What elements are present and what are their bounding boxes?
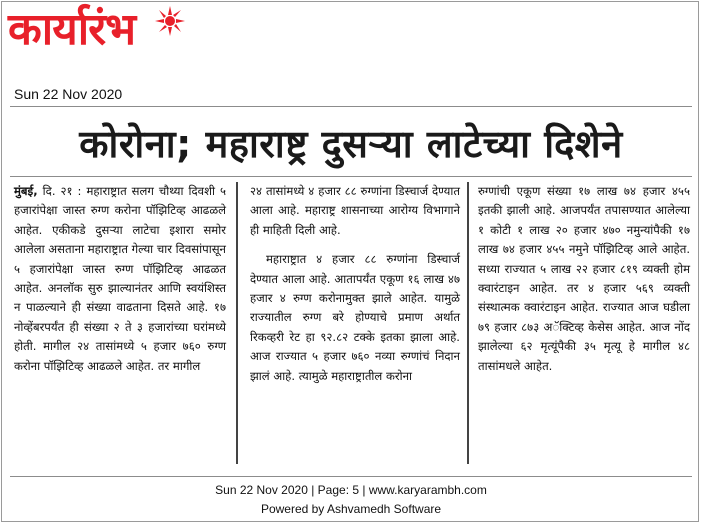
divider-headline: [10, 176, 692, 177]
column-3-paragraph-1: रुग्णांची एकूण संख्या १७ लाख ७४ हजार ४५५ इतकी झाली आहे. आजपर्यंत तपासण्यात आलेल्या १ कोटी १ लाख २० हजार ४७० नमुन्यांपैकी १७ लाख ७४ हजार ४५५ नमुने पॉझिटिव्ह आले आहेत. सध्या राज्यात ५ लाख २२ हजार ८१९ व्यक्ती होम क्वारंटाइन आहेत. तर ४ हजार ५६९ व्यक्ती संस्थात्मक क्वारंटाइन आहेत. राज्यात आज घडीला ७९ हजार ८७३ अॅक्टिव्ह केसेस आहेत. आज नोंद झालेल्या ६२ मृत्यूंपैकी ३५ मृत्यू हे मागील ४८ तासांमधले आहेत.: [478, 184, 690, 373]
sun-emblem-icon: [153, 4, 187, 38]
article-headline: कोरोना; महाराष्ट्र दुसऱ्या लाटेच्या दिशेने: [79, 122, 623, 166]
footer-page-info[interactable]: Sun 22 Nov 2020 | Page: 5 | www.karyarambh.com: [215, 483, 487, 497]
divider-top: [10, 106, 692, 107]
newspaper-logo[interactable]: कार्यारंभ: [8, 4, 136, 55]
article-column-3: [478, 182, 690, 386]
divider-bottom: [10, 476, 692, 477]
article-column-2: [250, 182, 460, 396]
column-2-paragraph-1: २४ तासांमध्ये ४ हजार ८८ रुग्णांना डिस्चार्ज देण्यात आला आहे. महाराष्ट्र शासनाच्या आरोग्य विभागाने ही माहिती दिली आहे.: [250, 184, 460, 237]
masthead: [8, 4, 308, 84]
edition-date: Sun 22 Nov 2020: [14, 86, 123, 102]
column-separator-2: [467, 182, 469, 464]
column-separator-1: [236, 182, 238, 464]
dateline: मुंबई,: [14, 184, 38, 198]
footer-powered-by: Powered by Ashvamedh Software: [260, 502, 442, 516]
column-2-paragraph-2: महाराष्ट्रात ४ हजार ८८ रुग्णांना डिस्चार्ज देण्यात आला आहे. आतापर्यंत एकूण १६ लाख ४७ हजार ४ रुग्ण करोनामुक्त झाले आहेत. यामुळे राज्यातील रुग्ण बरे होण्याचे प्रमाण अर्थात रिकव्हरी रेट हा ९२.८२ टक्के इतका झाला आहे. आज राज्यात ५ हजार ७६० नव्या रुग्णांचं निदान झालं आहे. त्यामुळे महाराष्ट्रातील करोना: [250, 252, 460, 383]
column-1-text: दि. २१ : महाराष्ट्रात सलग चौथ्या दिवशी ५ हजारांपेक्षा जास्त रुग्ण करोना पॉझिटिव्ह आढळले आहेत. एकीकडे दुसऱ्या लाटेचा इशारा समोर आलेला असताना महाराष्ट्रात गेल्या चार दिवसांपासून ५ हजारांपेक्षा जास्त रुग्ण पॉझिटिव्ह आढळत आहेत. अनलॉक सुरु झाल्यानंतर आणि स्वयंशिस्त न पाळल्याने ही संख्या वाढताना दिसते आहे. १७ नोव्हेंबरपर्यंत ही संख्या २ ते ३ हजारांच्या घरांमध्ये होती. मागील २४ तासांमध्ये ५ हजार ७६० रुग्ण करोना पॉझिटिव्ह आढळले आहेत. तर मागील: [14, 184, 226, 373]
article-column-1: [14, 182, 226, 386]
